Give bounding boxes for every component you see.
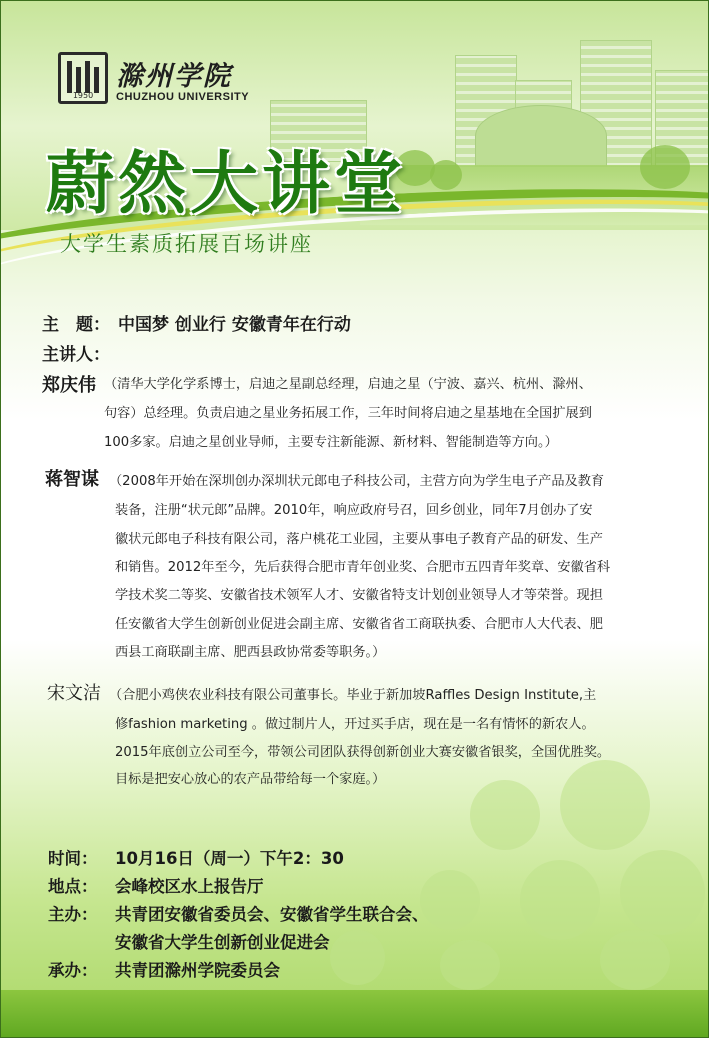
organizer-value: 共青团滁州学院委员会: [115, 961, 280, 980]
bokeh-dot: [330, 930, 385, 985]
lecture-series-subtitle: 大学生素质拓展百场讲座: [60, 232, 313, 256]
host-line: 共青团安徽省委员会、安徽省学生联合会、: [115, 905, 429, 924]
speaker-bio-line: （2008年开始在深圳创办深圳状元郎电子科技公司，主营方向为学生电子产品及教育: [109, 474, 605, 489]
university-name-en: CHUZHOU UNIVERSITY: [116, 91, 250, 103]
time-value: 10月16日（周一）下午2：30: [115, 849, 344, 868]
speaker-bio-line: 和销售。2012年至今，先后获得合肥市青年创业奖、合肥市五四青年奖章、安徽省科: [115, 560, 611, 575]
bokeh-dot: [600, 930, 670, 990]
auditorium-dome: [475, 105, 607, 167]
topic-value: 中国梦 创业行 安徽青年在行动: [118, 315, 351, 335]
lecture-series-title: 蔚然大讲堂: [46, 145, 407, 224]
bokeh-dot: [420, 870, 480, 930]
speaker-bio-line: 学技术奖二等奖、安徽省技术领军人才、安徽省特支计划创业领导人才等荣誉。现担: [115, 588, 603, 603]
speakers-label: 主讲人：: [42, 345, 110, 365]
speaker-bio-line: 2015年底创立公司至今，带领公司团队获得创新创业大赛安徽省银奖，全国优胜奖。: [115, 745, 611, 760]
speaker-bio-line: 装备，注册“状元郎”品牌。2010年，响应政府号召，回乡创业，同年7月创办了安: [115, 503, 593, 518]
bokeh-dot: [560, 760, 650, 850]
organizer-label: 承办：: [48, 961, 98, 980]
tree: [430, 160, 462, 190]
speaker-bio-line: 任安徽省大学生创新创业促进会副主席、安徽省省工商联执委、合肥市人大代表、肥: [115, 617, 603, 632]
bokeh-dot: [520, 860, 600, 940]
bokeh-dot: [620, 850, 705, 935]
host-line: 安徽省大学生创新创业促进会: [115, 933, 330, 952]
time-label: 时间：: [48, 849, 98, 868]
speaker-name: 郑庆伟: [42, 375, 96, 396]
tree: [640, 145, 690, 189]
topic-label: 主 题：: [42, 315, 110, 335]
footer-band: [0, 990, 709, 1038]
speaker-bio-line: 修fashion marketing 。做过制片人，开过买手店，现在是一名有情怀的新农人。: [115, 717, 595, 732]
speaker-name: 宋文洁: [47, 683, 101, 704]
place-label: 地点：: [48, 877, 98, 896]
bokeh-dot: [470, 780, 540, 850]
speaker-bio-line: 西县工商联副主席、肥西县政协常委等职务。）: [115, 645, 386, 660]
speaker-bio-line: （清华大学化学系博士，启迪之星副总经理，启迪之星（宁波、嘉兴、杭州、滁州、: [104, 377, 592, 392]
bokeh-dot: [440, 940, 500, 990]
speaker-bio-line: 徽状元郎电子科技有限公司，落户桃花工业园，主要从事电子教育产品的研发、生产: [115, 532, 603, 547]
university-logo-icon: [58, 52, 108, 104]
speaker-bio-line: 句容）总经理。负责启迪之星业务拓展工作，三年时间将启迪之星基地在全国扩展到: [104, 406, 592, 421]
speaker-bio-line: 100多家。启迪之星创业导师，主要专注新能源、新材料、智能制造等方向。）: [104, 435, 558, 450]
speaker-bio-line: 目标是把安心放心的农产品带给每一个家庭。）: [115, 772, 386, 787]
place-value: 会峰校区水上报告厅: [115, 877, 264, 896]
speaker-name: 蒋智谋: [45, 469, 99, 490]
logo-year: 1950: [72, 91, 94, 100]
university-name-cn: 滁州学院: [116, 61, 232, 92]
host-label: 主办：: [48, 905, 98, 924]
speaker-bio-line: （合肥小鸡侠农业科技有限公司董事长。毕业于新加坡Raffles Design Institute,主: [109, 688, 597, 703]
